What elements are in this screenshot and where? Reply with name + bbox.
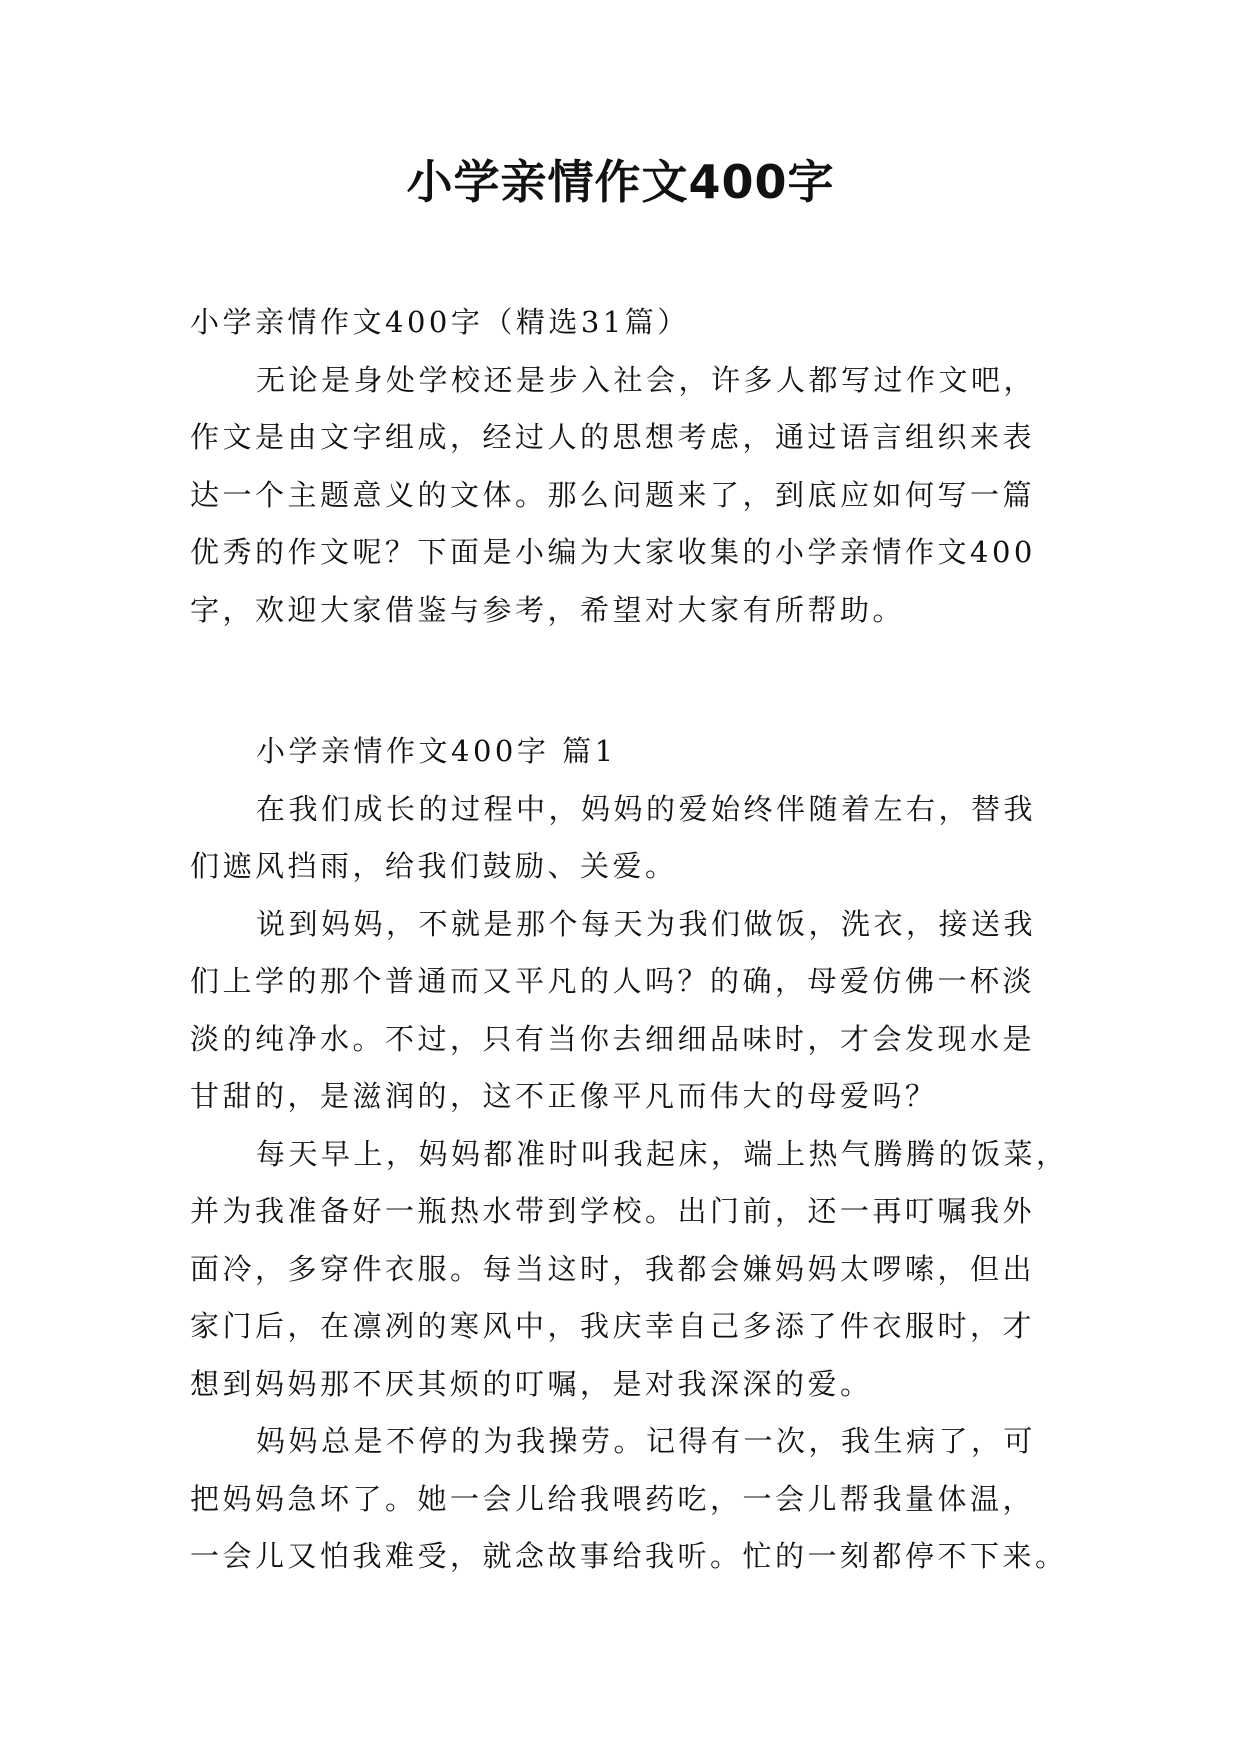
section-heading: 小学亲情作文400字 篇1 <box>256 734 617 768</box>
paragraph-line: 一会儿又怕我难受，就念故事给我听。忙的一刻都停不下来。 <box>190 1539 1068 1573</box>
intro-paragraph <box>190 352 1052 640</box>
document-title: 小学亲情作文400字 <box>406 155 835 209</box>
paragraph-line: 每天早上，妈妈都准时叫我起床，端上热气腾腾的饭菜， <box>256 1136 1069 1171</box>
paragraph-line: 把妈妈急坏了。她一会儿给我喂药吃，一会儿帮我量体温， <box>190 1481 1036 1516</box>
paragraph-line: 们遮风挡雨，给我们鼓励、关爱。 <box>190 849 678 883</box>
paragraph-line: 说到妈妈，不就是那个每天为我们做饭，洗衣，接送我 <box>256 906 1037 941</box>
paragraph-line: 淡的纯净水。不过，只有当你去细细品味时，才会发现水是 <box>190 1021 1036 1056</box>
paragraph-line: 们上学的那个普通而又平凡的人吗？的确，母爱仿佛一杯淡 <box>190 964 1036 998</box>
document-body <box>190 294 1069 1586</box>
body-paragraph <box>190 781 1052 896</box>
intro-line: 达一个主题意义的文体。那么问题来了，到底应如何写一篇 <box>190 477 1036 512</box>
body-paragraph <box>190 1413 1068 1586</box>
document-subtitle: 小学亲情作文400字（精选31篇） <box>190 305 690 339</box>
paragraph-line: 妈妈总是不停的为我操劳。记得有一次，我生病了，可 <box>256 1424 1037 1458</box>
paragraph-line: 在我们成长的过程中，妈妈的爱始终伴随着左右，替我 <box>256 791 1037 826</box>
intro-line: 字，欢迎大家借鉴与参考，希望对大家有所帮助。 <box>190 592 906 627</box>
paragraph-line: 面冷，多穿件衣服。每当这时，我都会嫌妈妈太啰嗦，但出 <box>190 1251 1036 1286</box>
paragraph-line: 家门后，在凛冽的寒风中，我庆幸自己多添了件衣服时，才 <box>190 1309 1036 1343</box>
paragraph-line: 并为我准备好一瓶热水带到学校。出门前，还一再叮嘱我外 <box>190 1194 1036 1228</box>
intro-line: 无论是身处学校还是步入社会，许多人都写过作文吧， <box>256 362 1037 397</box>
body-paragraph <box>190 1126 1069 1414</box>
intro-line: 作文是由文字组成，经过人的思想考虑，通过语言组织来表 <box>190 420 1036 454</box>
paragraph-line: 想到妈妈那不厌其烦的叮嘱，是对我深深的爱。 <box>190 1366 873 1401</box>
intro-line: 优秀的作文呢？下面是小编为大家收集的小学亲情作文400 <box>190 535 1036 569</box>
section-spacer <box>190 639 1052 723</box>
paragraph-line: 甘甜的，是滋润的，这不正像平凡而伟大的母爱吗？ <box>190 1079 938 1113</box>
body-paragraph <box>190 896 1052 1126</box>
